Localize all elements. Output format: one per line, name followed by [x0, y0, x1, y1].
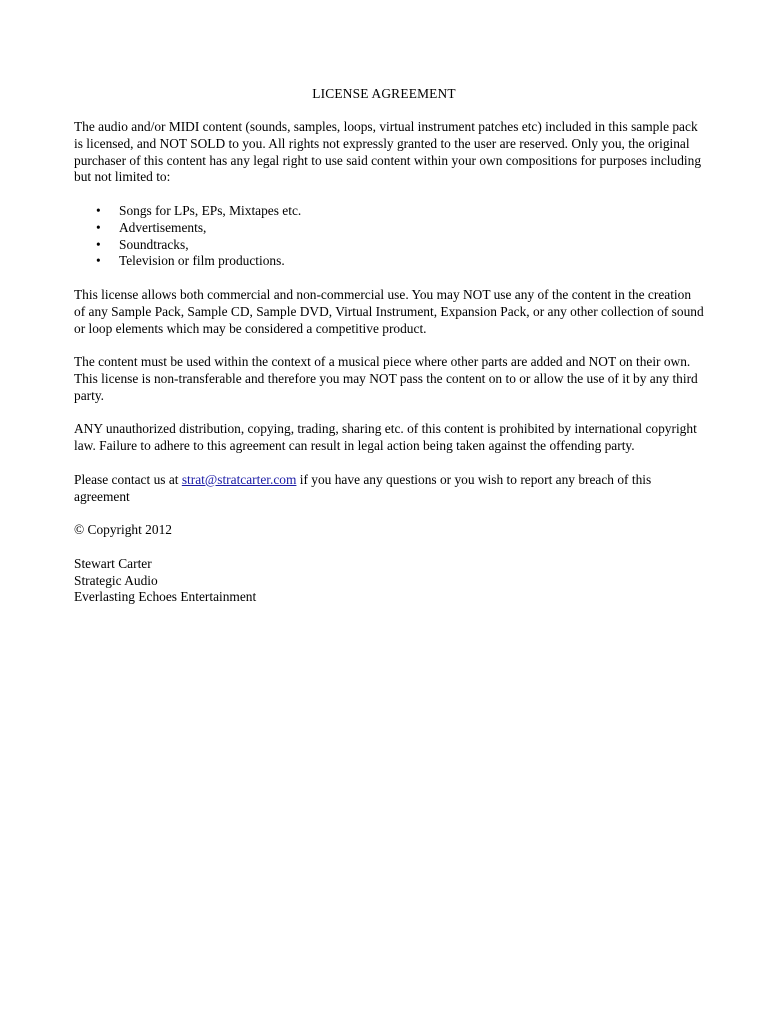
contact-paragraph — [74, 472, 704, 506]
email-link[interactable]: strat@stratcarter.com — [181, 471, 297, 487]
commercial-use-paragraph: This license allows both commercial and non-commercial use. You may NOT use any of the content in the creation of any Sample Pack, Sample CD, Sample DVD, Virtual Instrument, Expansion Pack, or any other collection of sound or loop elements which may be considered a competitive product. — [74, 286, 704, 336]
document-title: LICENSE AGREEMENT — [312, 86, 456, 101]
usage-context-paragraph: The content must be used within the context of a musical piece where other parts are added and NOT on their own. This license is non-transferable and therefore you may NOT pass the content on to or allow the use of it by any third party. — [74, 354, 698, 403]
bullet-icon: • — [96, 253, 101, 269]
list-item — [74, 253, 704, 270]
bullet-icon: • — [96, 236, 101, 252]
signature-name: Stewart Carter — [74, 555, 152, 571]
bullet-icon: • — [96, 219, 101, 235]
list-item — [74, 203, 704, 220]
contact-text-after: if you have any questions or you wish to report any breach of this agreement — [74, 471, 652, 504]
document-body — [74, 119, 704, 623]
list-item — [74, 220, 704, 237]
list-item-text: Songs for LPs, EPs, Mixtapes etc. — [119, 202, 302, 218]
bullet-icon: • — [96, 202, 101, 218]
unauthorized-use-paragraph: ANY unauthorized distribution, copying, trading, sharing etc. of this content is prohibited by international copyright law. Failure to adhere to this agreement can result in legal action being taken against the offending party. — [74, 421, 697, 454]
usage-list — [74, 203, 704, 270]
copyright-notice: © Copyright 2012 — [74, 522, 172, 538]
list-item-text: Advertisements, — [119, 219, 207, 235]
signature-organization: Everlasting Echoes Entertainment — [74, 589, 257, 605]
contact-text-before: Please contact us at — [74, 471, 182, 487]
list-item-text: Television or film productions. — [119, 253, 285, 269]
list-item-text: Soundtracks, — [119, 236, 189, 252]
list-item — [74, 237, 704, 254]
signature-block — [74, 556, 704, 606]
intro-paragraph: The audio and/or MIDI content (sounds, samples, loops, virtual instrument patches etc) included in this sample pack is licensed, and NOT SOLD to you. All rights not expressly granted to the user are reserved. Only you, the original purchaser of this content has any legal right to use said content within your own compositions for purposes including but not limited to: — [74, 119, 702, 185]
signature-company: Strategic Audio — [74, 572, 158, 588]
